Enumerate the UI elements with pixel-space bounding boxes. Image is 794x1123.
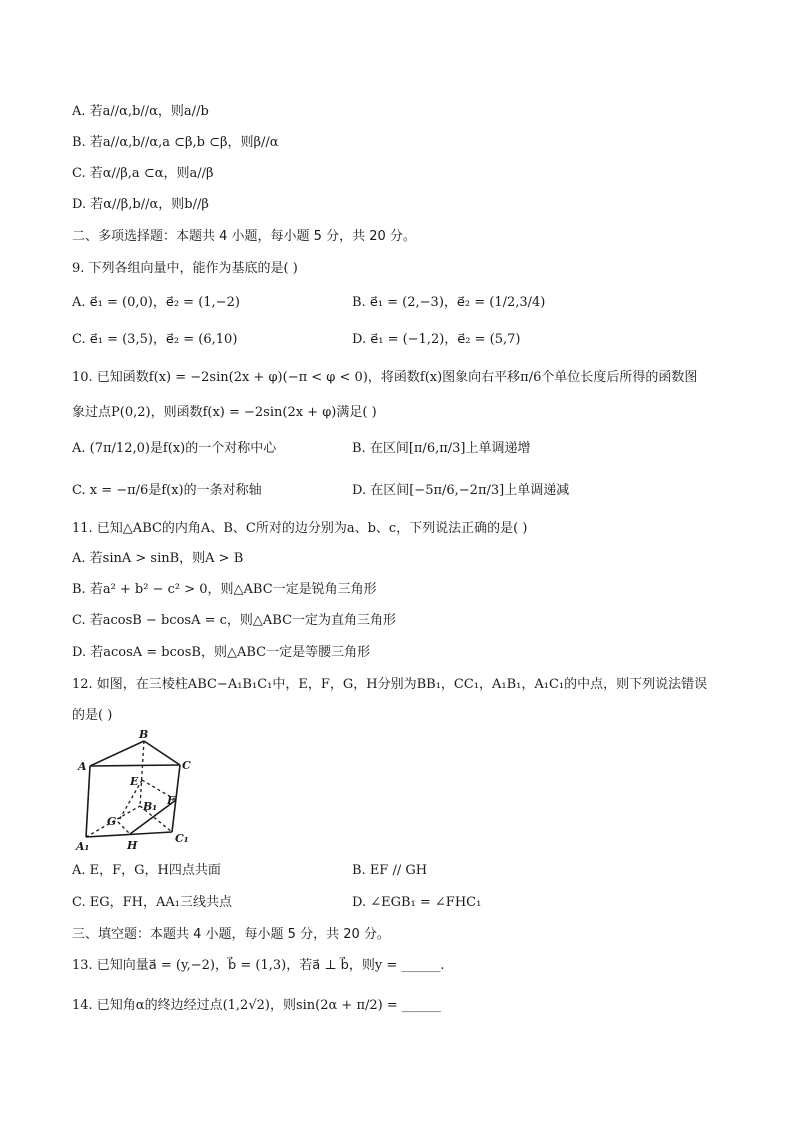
q11-option-d: D. 若acosA = bcosB，则△ABC一定是等腰三角形 <box>72 645 371 660</box>
edge-A1C1 <box>86 832 172 837</box>
q14-stem: 14. 已知角α的终边经过点(1,2√2)，则sin(2α + π/2) = ______ <box>72 998 441 1013</box>
label-G: G <box>107 815 117 828</box>
q10-stem-line2: 象过点P(0,2)，则函数f(x) = −2sin(2x + φ)满足( ) <box>72 405 377 420</box>
q9-stem: 9. 下列各组向量中，能作为基底的是( ) <box>72 261 298 276</box>
q12-stem-line2: 的是( ) <box>72 708 113 723</box>
q11-stem: 11. 已知△ABC的内角A、B、C所对的边分别为a、b、c，下列说法正确的是( ) <box>72 521 528 536</box>
section-2-heading: 二、多项选择题：本题共 4 小题，每小题 5 分，共 20 分。 <box>72 229 416 244</box>
q11-option-a: A. 若sinA > sinB，则A > B <box>72 551 244 566</box>
q9-option-d: D. e⃗₁ = (−1,2)，e⃗₂ = (5,7) <box>352 332 521 347</box>
q12-stem-line1: 12. 如图，在三棱柱ABC−A₁B₁C₁中，E，F，G，H分别为BB₁，CC₁，A₁B₁，A₁C₁的中点，则下列说法错误 <box>72 677 708 692</box>
edge-BC <box>144 741 180 765</box>
edge-AA1 <box>86 766 90 837</box>
q9-option-a: A. e⃗₁ = (0,0)，e⃗₂ = (1,−2) <box>72 295 240 310</box>
q9-option-b: B. e⃗₁ = (2,−3)，e⃗₂ = (1/2,3/4) <box>352 295 546 310</box>
q13-stem: 13. 已知向量a⃗ = (y,−2)，b⃗ = (1,3)，若a⃗ ⊥ b⃗，则y = ______. <box>72 958 445 973</box>
q10-option-c: C. x = −π/6是f(x)的一条对称轴 <box>72 483 262 498</box>
edge-AB <box>90 741 144 766</box>
edge-BB1 <box>140 741 144 806</box>
q12-option-d: D. ∠EGB₁ = ∠FHC₁ <box>352 895 482 910</box>
edge-GH <box>118 822 130 834</box>
edge-AC <box>90 765 180 766</box>
q11-option-b: B. 若a² + b² − c² > 0，则△ABC一定是锐角三角形 <box>72 582 377 597</box>
q10-stem-line1: 10. 已知函数f(x) = −2sin(2x + φ)(−π < φ < 0)，将函数f(x)图象向右平移π/6个单位长度后所得的函数图 <box>72 370 698 385</box>
label-B1: B₁ <box>143 800 158 813</box>
q9-option-c: C. e⃗₁ = (3,5)，e⃗₂ = (6,10) <box>72 332 238 347</box>
label-C1: C₁ <box>175 832 189 845</box>
label-E: E <box>130 775 139 788</box>
q12-option-a: A. E，F，G，H四点共面 <box>72 863 221 878</box>
q10-option-d: D. 在区间[−5π/6,−2π/3]上单调递减 <box>352 483 570 498</box>
q10-option-a: A. (7π/12,0)是f(x)的一个对称中心 <box>72 441 277 456</box>
label-C: C <box>182 759 191 772</box>
q8-option-d: D. 若α//β,b//α，则b//β <box>72 197 209 212</box>
q12-option-b: B. EF // GH <box>352 863 428 878</box>
label-A1: A₁ <box>76 840 90 853</box>
label-A: A <box>78 760 87 773</box>
prism-figure <box>72 728 202 856</box>
label-H: H <box>127 839 138 852</box>
q10-option-b: B. 在区间[π/6,π/3]上单调递增 <box>352 441 531 456</box>
label-B: B <box>139 728 149 741</box>
q12-option-c: C. EG，FH，AA₁三线共点 <box>72 895 232 910</box>
q8-option-c: C. 若α//β,a ⊂α，则a//β <box>72 166 214 181</box>
q11-option-c: C. 若acosB − bcosA = c，则△ABC一定为直角三角形 <box>72 613 397 628</box>
q8-option-a: A. 若a//α,b//α，则a//b <box>72 104 209 119</box>
section-3-heading: 三、填空题：本题共 4 小题，每小题 5 分，共 20 分。 <box>72 927 390 942</box>
label-F: F <box>167 794 175 807</box>
q8-option-b: B. 若a//α,b//α,a ⊂β,b ⊂β，则β//α <box>72 135 279 150</box>
